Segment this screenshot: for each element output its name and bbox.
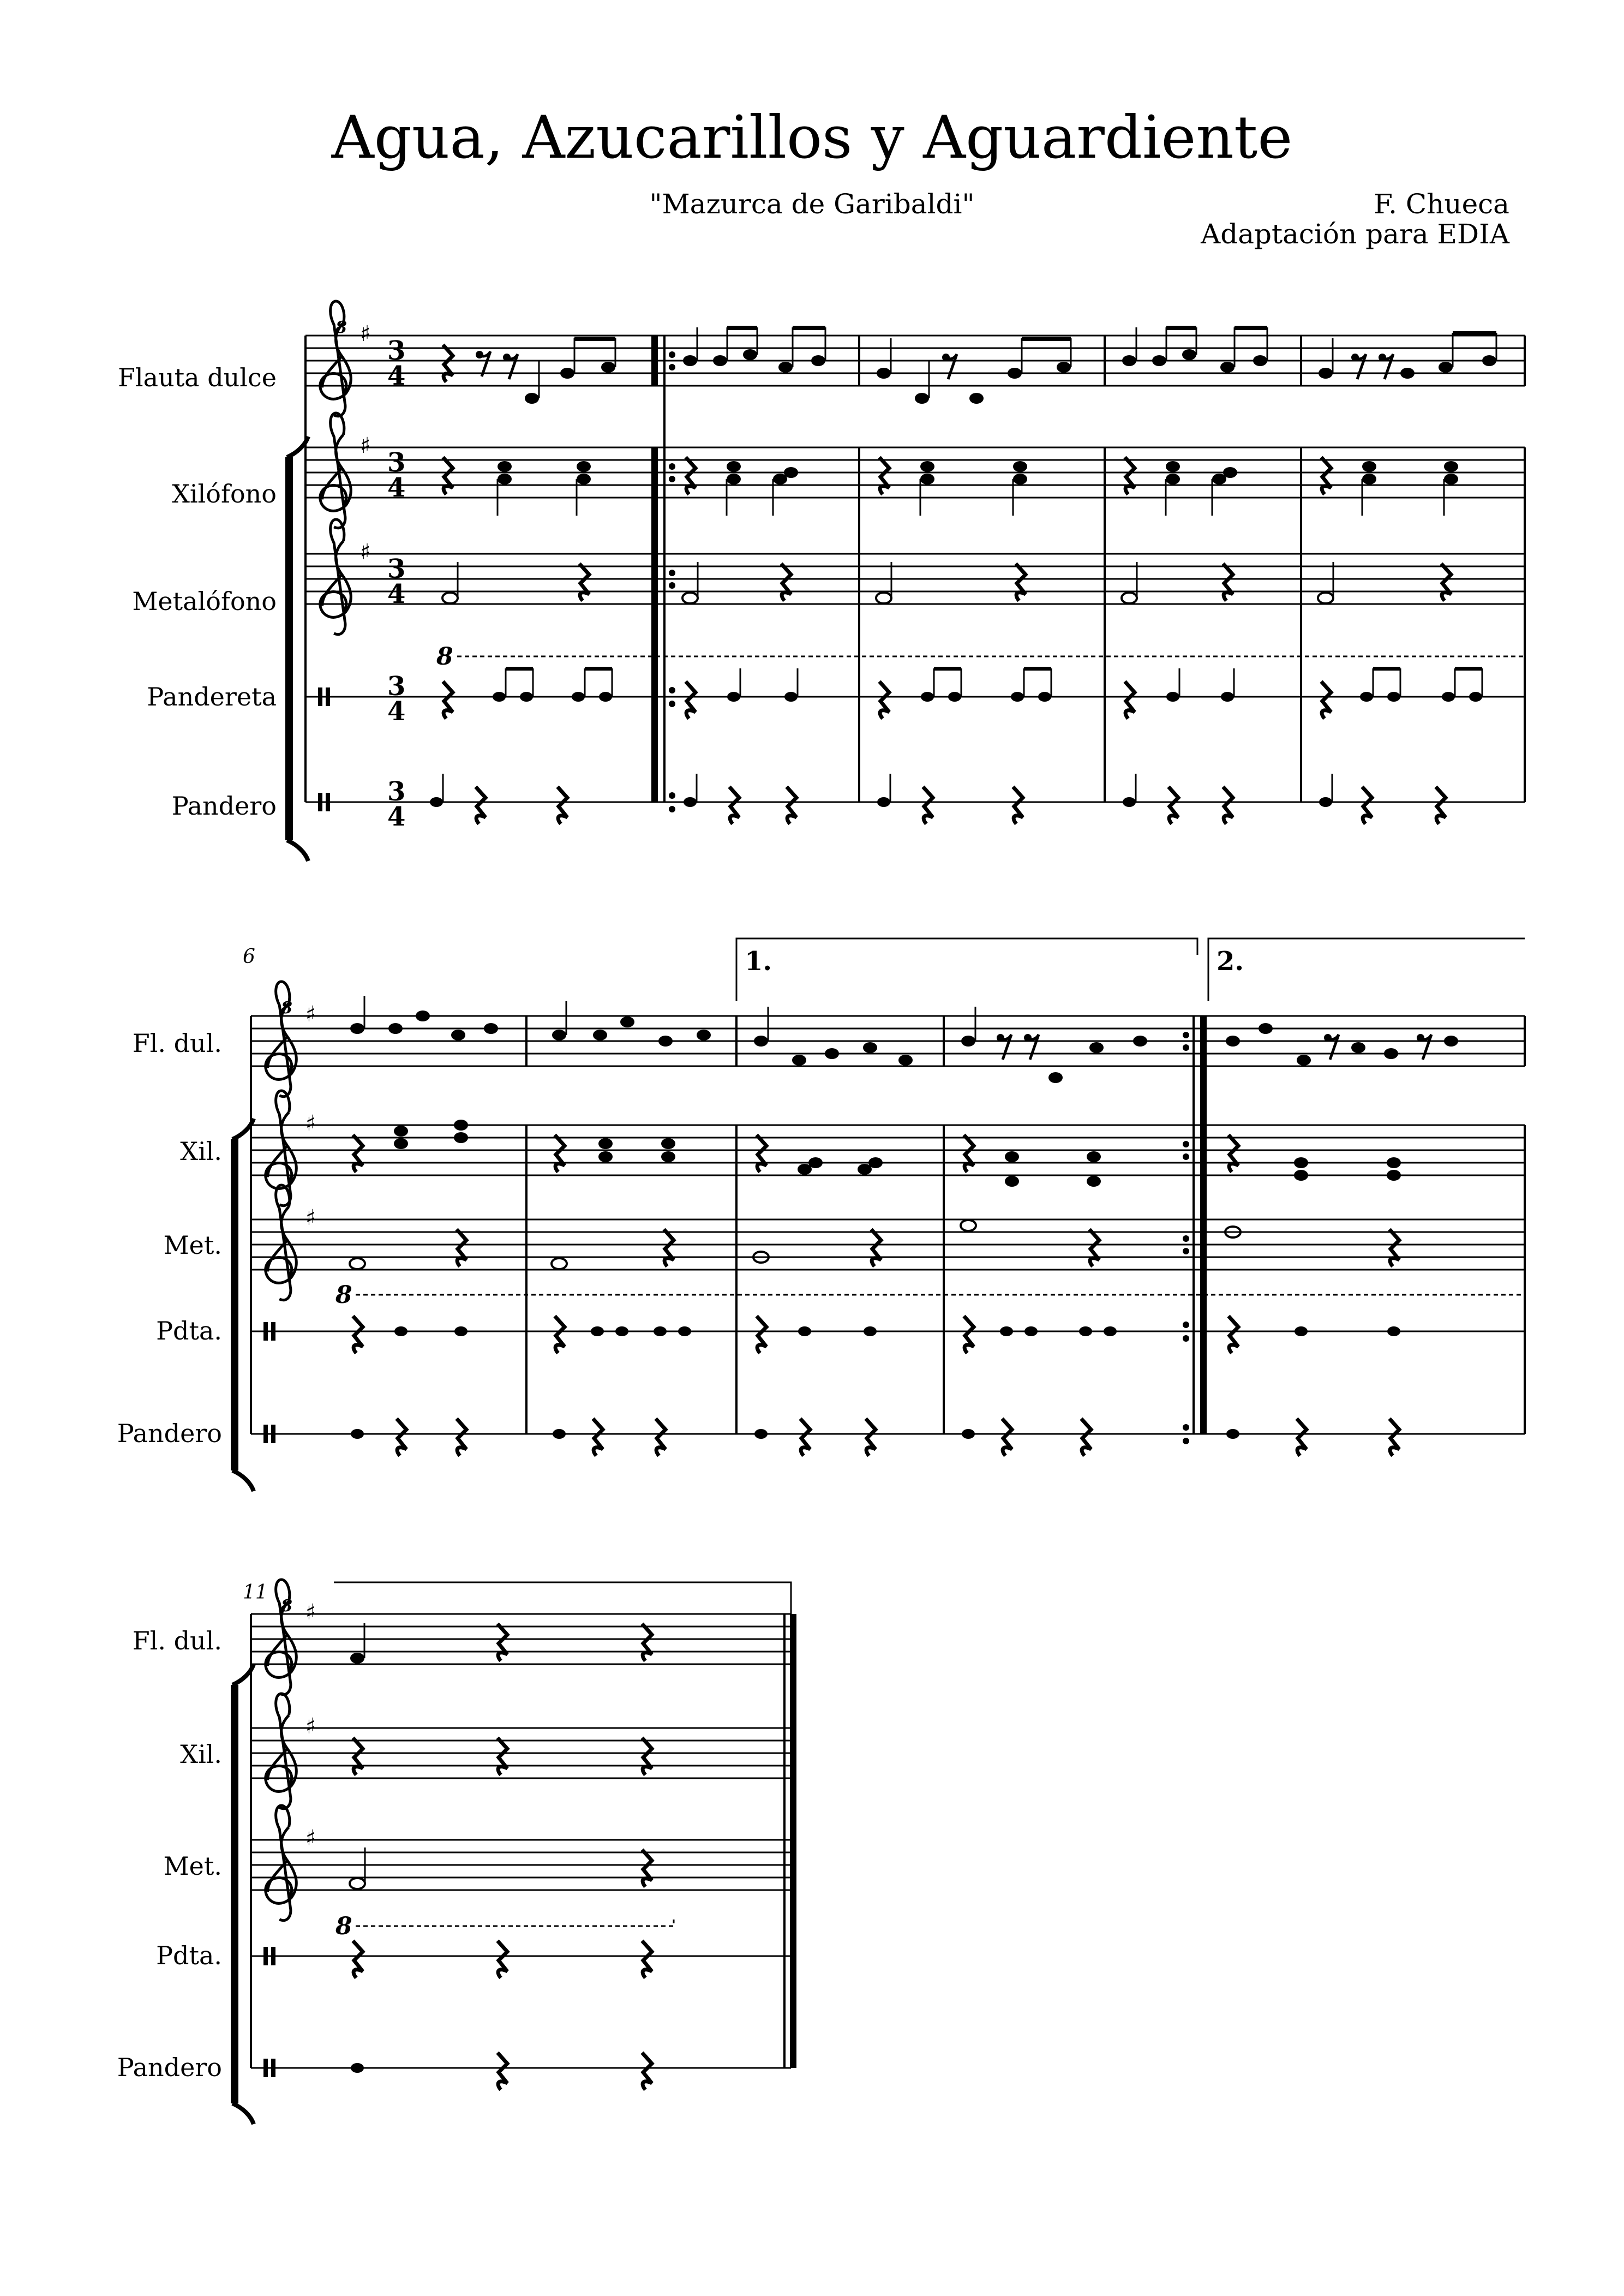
label-pandero-s3: Pandero <box>117 2053 222 2082</box>
time-sig-upper-met: 3 <box>387 554 406 584</box>
label-pdta-s2: Pdta. <box>156 1316 222 1346</box>
label-fl-dul-s2: Fl. dul. <box>132 1029 222 1058</box>
time-sig-upper-xyl: 3 <box>387 447 406 478</box>
svg-text:♯: ♯ <box>305 1826 316 1851</box>
time-sig-lower-flute: 4 <box>387 361 406 391</box>
label-fl-dul-s3: Fl. dul. <box>132 1626 222 1655</box>
piece-title: Agua, Azucarillos y Aguardiente <box>331 104 1293 172</box>
arranger: Adaptación para EDIA <box>1201 218 1509 250</box>
instrument-label-metallophone: Metalófono <box>132 587 277 616</box>
octave-mark-pandereta: 8 <box>436 643 453 671</box>
svg-text:♯: ♯ <box>305 1600 316 1625</box>
label-met-s3: Met. <box>163 1851 222 1881</box>
svg-text:♯: ♯ <box>305 1205 316 1230</box>
octave-mark-pandereta-2: 8 <box>335 1281 352 1309</box>
measure-number-6: 6 <box>243 946 255 968</box>
svg-text:♯: ♯ <box>360 321 371 346</box>
svg-text:♯: ♯ <box>305 1111 316 1136</box>
octave-mark-flute-2: 8 <box>281 998 292 1018</box>
label-xil-s2: Xil. <box>180 1137 222 1166</box>
instrument-label-xylophone: Xilófono <box>172 479 277 509</box>
label-pdta-s3: Pdta. <box>156 1941 222 1970</box>
label-xil-s3: Xil. <box>180 1739 222 1769</box>
label-met-s2: Met. <box>163 1230 222 1260</box>
time-sig-lower-met: 4 <box>387 579 406 609</box>
svg-text:♯: ♯ <box>305 1714 316 1739</box>
instrument-label-flute: Flauta dulce <box>118 363 277 392</box>
svg-text:♯: ♯ <box>305 1002 316 1027</box>
instrument-label-frame-drum: Pandero <box>171 791 277 821</box>
label-pandero-s2: Pandero <box>117 1419 222 1448</box>
octave-mark-flute-3: 8 <box>281 1597 292 1616</box>
composer: F. Chueca <box>1374 188 1509 220</box>
volta-second: 2. <box>1216 946 1244 977</box>
time-sig-lower-xyl: 4 <box>387 473 406 503</box>
time-sig-upper-pandero: 3 <box>387 776 406 807</box>
volta-first: 1. <box>745 946 772 977</box>
instrument-label-tambourine: Pandereta <box>147 682 277 711</box>
svg-text:♯: ♯ <box>360 433 371 458</box>
time-sig-upper-pdta: 3 <box>387 671 406 702</box>
time-sig-lower-pdta: 4 <box>387 696 406 727</box>
time-sig-upper-flute: 3 <box>387 336 406 366</box>
octave-mark-pandereta-3: 8 <box>335 1912 352 1940</box>
svg-text:♯: ♯ <box>360 540 371 565</box>
octave-mark-flute: 8 <box>335 318 347 337</box>
piece-subtitle: "Mazurca de Garibaldi" <box>649 188 975 220</box>
measure-number-11: 11 <box>243 1581 268 1604</box>
time-sig-lower-pandero: 4 <box>387 802 406 832</box>
